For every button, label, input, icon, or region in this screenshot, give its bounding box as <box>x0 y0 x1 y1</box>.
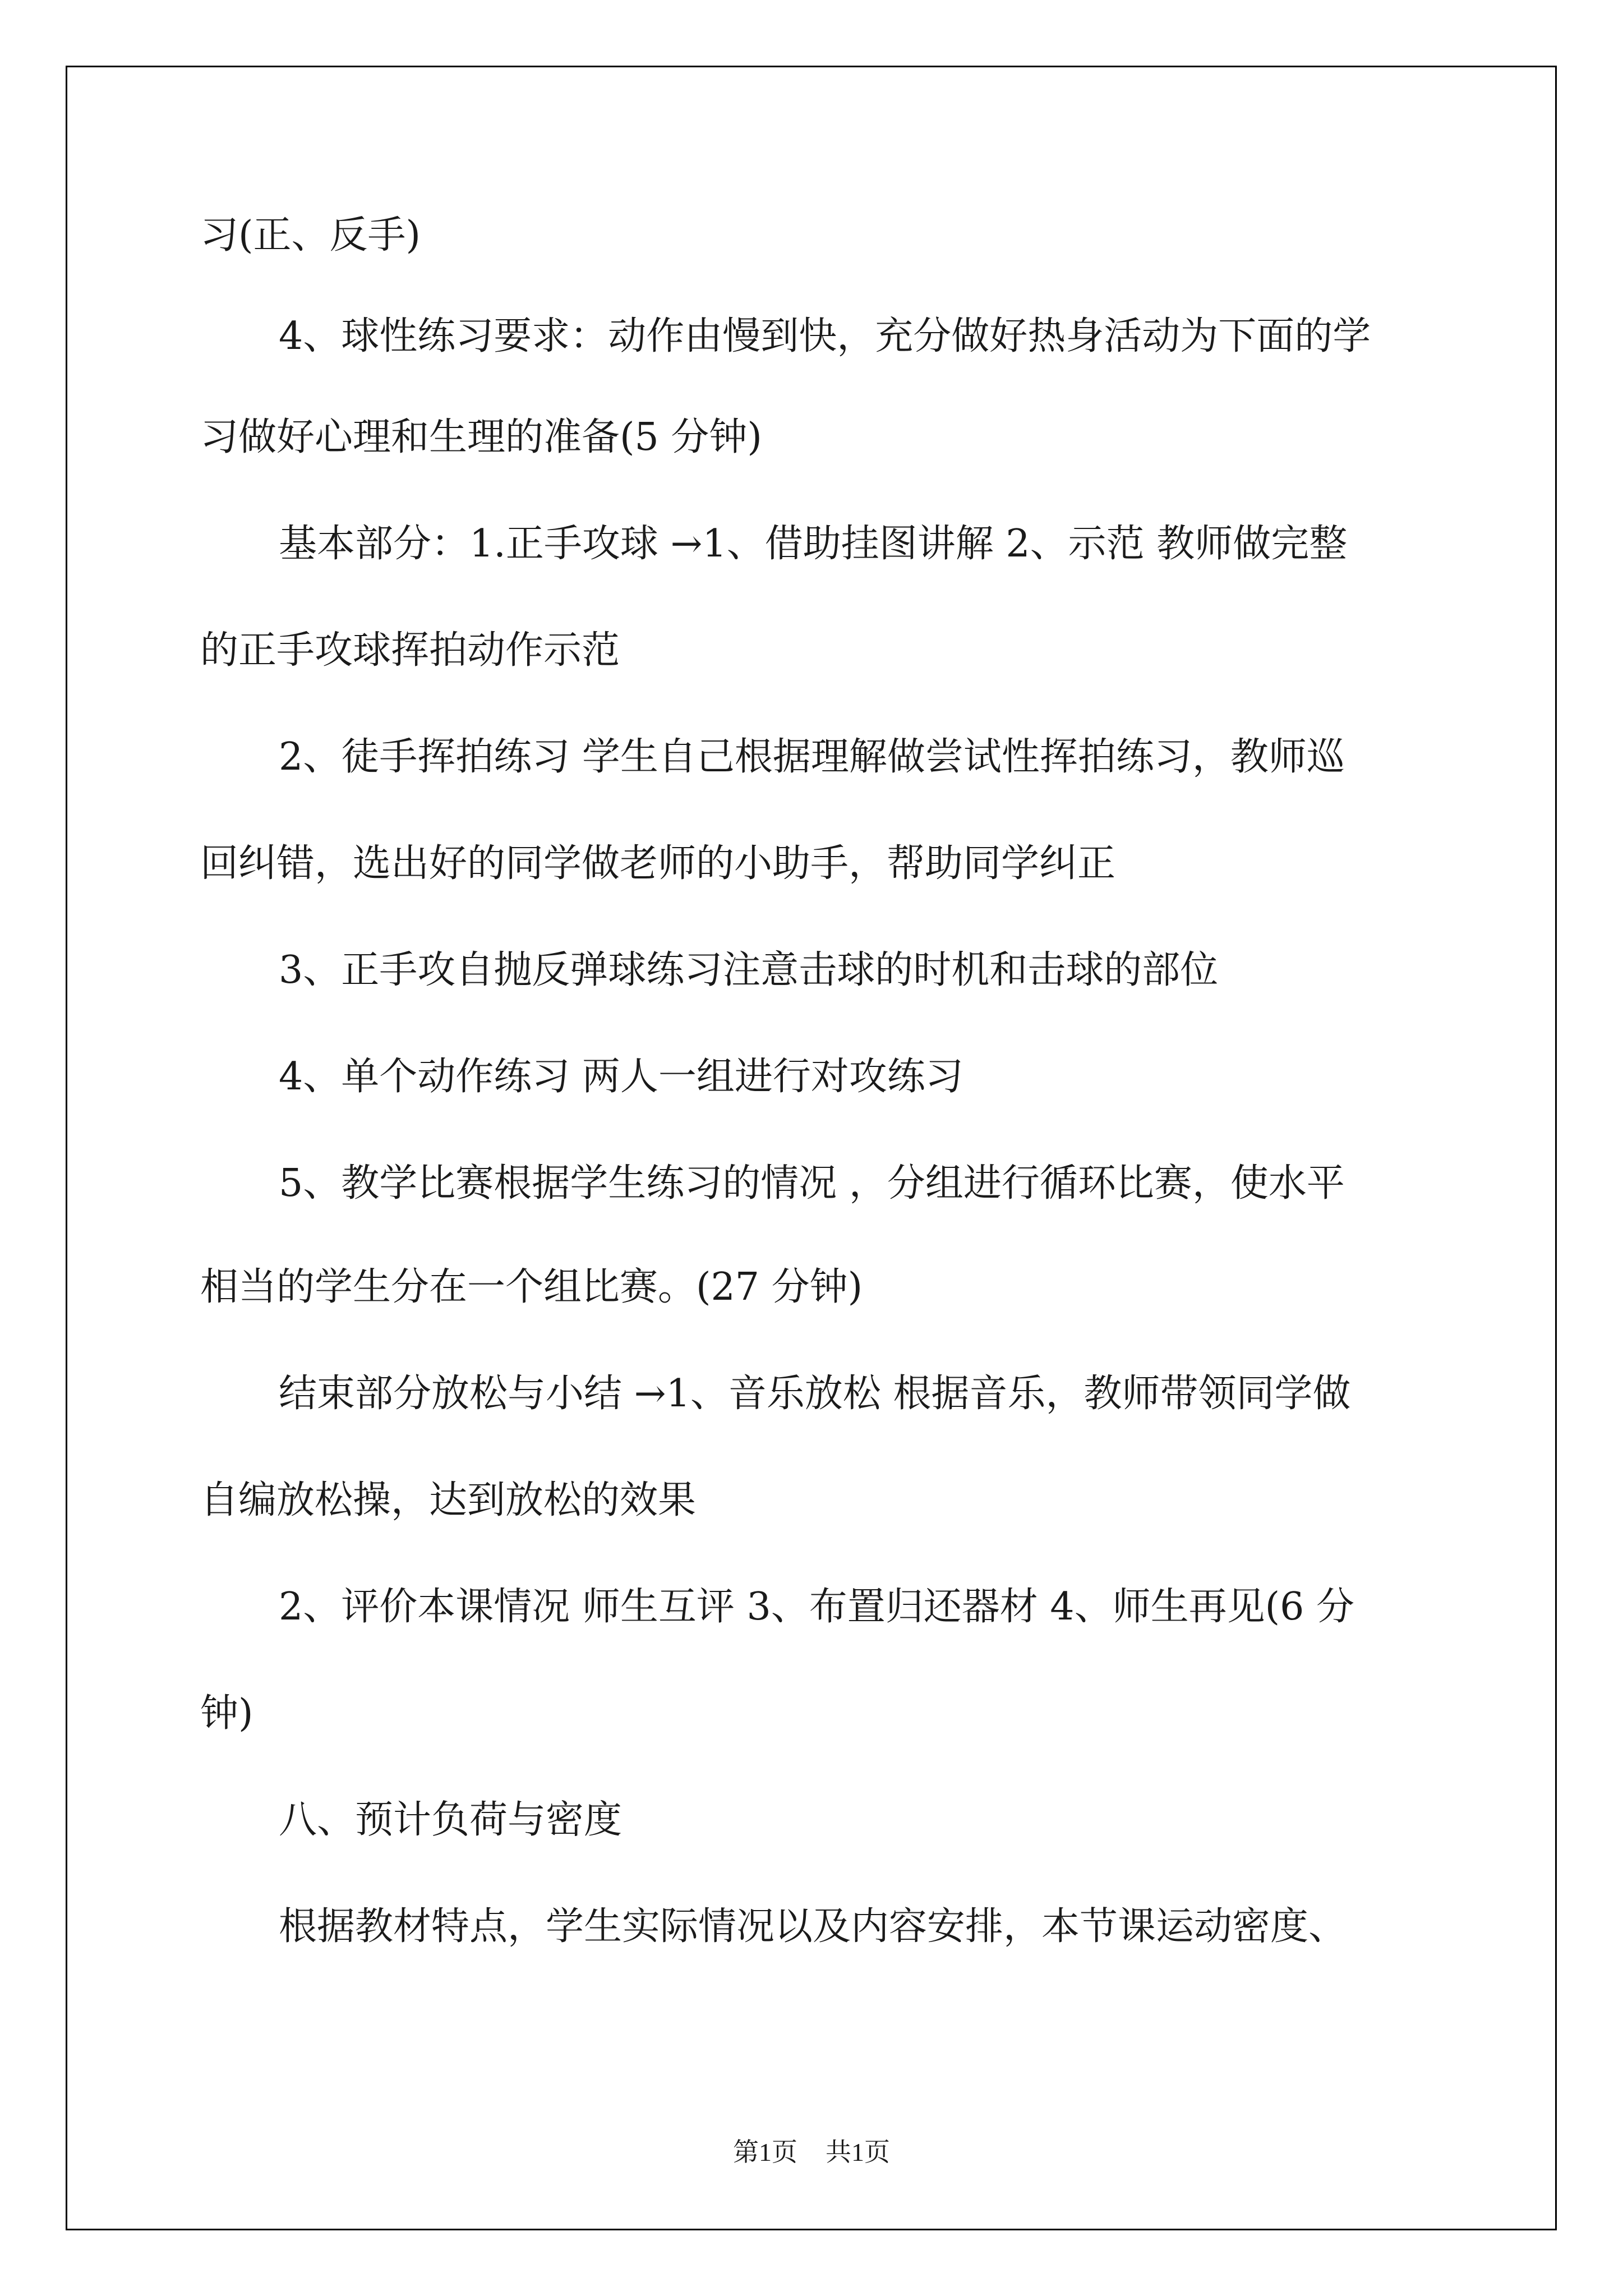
text-line: 4、球性练习要求：动作由慢到快，充分做好热身活动为下面的学 <box>279 314 1371 358</box>
text-line: 回纠错，选出好的同学做老师的小助手，帮助同学纠正 <box>200 841 1116 886</box>
text-line: 根据教材特点，学生实际情况以及内容安排，本节课运动密度、 <box>279 1904 1347 1949</box>
text-line: 结束部分放松与小结 →1、音乐放松 根据音乐，教师带领同学做 <box>279 1372 1351 1416</box>
page-total: 共1页 <box>826 2138 890 2166</box>
text-line: 相当的学生分在一个组比赛。(27 分钟) <box>200 1265 863 1309</box>
text-line: 八、预计负荷与密度 <box>279 1798 623 1842</box>
text-line: 3、正手攻自抛反弹球练习注意击球的时机和击球的部位 <box>279 948 1219 992</box>
text-line: 基本部分：1.正手攻球 →1、借助挂图讲解 2、示范 教师做完整 <box>279 522 1348 566</box>
text-line: 钟) <box>200 1691 253 1736</box>
text-line: 习(正、反手) <box>200 213 421 257</box>
text-line: 习做好心理和生理的准备(5 分钟) <box>200 415 762 459</box>
text-line: 2、评价本课情况 师生互评 3、布置归还器材 4、师生再见(6 分 <box>279 1585 1355 1629</box>
page-footer <box>0 2132 1623 2169</box>
page-number: 第1页 <box>733 2138 797 2166</box>
text-line: 5、教学比赛根据学生练习的情况 ，分组进行循环比赛，使水平 <box>279 1161 1345 1205</box>
text-line: 的正手攻球挥拍动作示范 <box>200 628 620 673</box>
text-line: 2、徒手挥拍练习 学生自己根据理解做尝试性挥拍练习，教师巡 <box>279 735 1345 779</box>
text-line: 自编放松操，达到放松的效果 <box>200 1478 697 1522</box>
text-line: 4、单个动作练习 两人一组进行对攻练习 <box>279 1055 963 1099</box>
